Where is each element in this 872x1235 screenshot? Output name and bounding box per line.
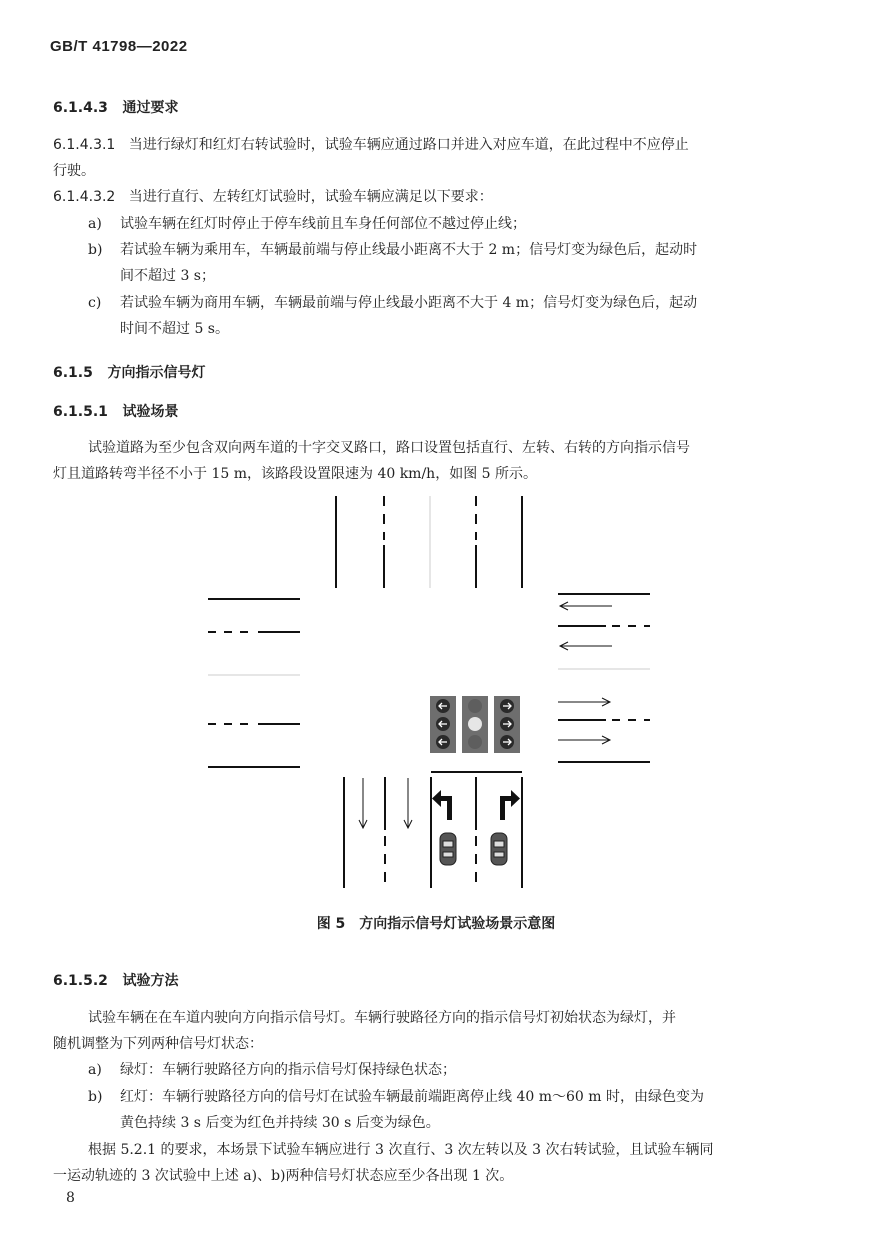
para-6-1-4-3-1-line2: 行驶。 [53,163,95,179]
list-item-c-line2: 时间不超过 5 s。 [120,321,229,337]
list-item-b-label: b) [88,242,103,258]
section-number: 6.1.5 [53,365,93,381]
para-6-1-5-2-line1: 试验车辆在在车道内驶向方向指示信号灯。车辆行驶路径方向的指示信号灯初始状态为绿灯，并 [88,1010,676,1026]
list-item-b-line1: 若试验车辆为乘用车，车辆最前端与停止线最小距离不大于 2 m；信号灯变为绿色后，起动时 [120,242,698,258]
list-item-c-label: c) [88,295,102,311]
list-item-a-label: a) [88,216,102,232]
car-icon [491,833,507,865]
method-item-b-label: b) [88,1089,103,1105]
method-item-a-text: 绿灯：车辆行驶路径方向的指示信号灯保持绿色状态； [120,1062,456,1078]
left-arrow-icon [560,642,612,650]
section-title: 通过要求 [122,100,179,116]
method-item-b-line2: 黄色持续 3 s 后变为红色并持续 30 s 后变为绿色。 [120,1115,440,1131]
clause-number: 6.1.4.3.1 [53,137,116,153]
para-6-1-5-1-line1: 试验道路为至少包含双向两车道的十字交叉路口，路口设置包括直行、左转、右转的方向指示信号 [88,440,690,456]
section-number: 6.1.4.3 [53,100,108,116]
section-number: 6.1.5.2 [53,973,108,989]
para-6-1-5-2-line4: 一运动轨迹的 3 次试验中上述 a)、b)两种信号灯状态应至少各出现 1 次。 [53,1168,514,1184]
turn-left-marking-icon [432,790,452,820]
method-item-a-label: a) [88,1062,102,1078]
section-title: 方向指示信号灯 [107,365,206,381]
para-6-1-5-2-line3: 根据 5.2.1 的要求，本场景下试验车辆应进行 3 次直行、3 次左转以及 3 次右转试验，且试验车辆同 [88,1142,714,1158]
car-icon [440,833,456,865]
down-arrow-icon [359,778,367,828]
traffic-light-right-turn [494,696,520,753]
page-number: 8 [66,1190,75,1206]
para-6-1-5-1-line2: 灯且道路转弯半径不小于 15 m，该路段设置限速为 40 km/h，如图 5 所示。 [53,466,538,482]
clause-text: 当进行直行、左转红灯试验时，试验车辆应满足以下要求： [128,189,493,205]
figure-5-caption: 图 5 方向指示信号灯试验场景示意图 [316,916,556,932]
down-arrow-icon [404,778,412,828]
clause-number: 6.1.4.3.2 [53,189,116,205]
section-title: 试验方法 [122,973,179,989]
method-item-b-line1: 红灯：车辆行驶路径方向的信号灯在试验车辆最前端距离停止线 40 m～60 m 时，由绿色变为 [120,1089,704,1105]
section-number: 6.1.5.1 [53,404,108,420]
right-arrow-icon [558,698,610,706]
turn-right-marking-icon [500,790,520,820]
right-arrow-icon [558,736,610,744]
para-6-1-5-2-line2: 随机调整为下列两种信号灯状态： [53,1036,263,1052]
traffic-light-straight [462,696,488,753]
section-6-1-5-2-heading [53,970,179,990]
traffic-light-left-turn [430,696,456,753]
section-title: 试验场景 [122,404,179,420]
list-item-a-text: 试验车辆在红灯时停止于停车线前且车身任何部位不越过停止线； [120,216,526,232]
left-arrow-icon [560,602,612,610]
list-item-c-line1: 若试验车辆为商用车辆，车辆最前端与停止线最小距离不大于 4 m；信号灯变为绿色后，起动 [120,295,698,311]
list-item-b-line2: 间不超过 3 s； [120,268,215,284]
clause-text: 当进行绿灯和红灯右转试验时，试验车辆应通过路口并进入对应车道，在此过程中不应停止 [128,137,689,153]
standard-header: GB/T 41798—2022 [50,38,188,55]
